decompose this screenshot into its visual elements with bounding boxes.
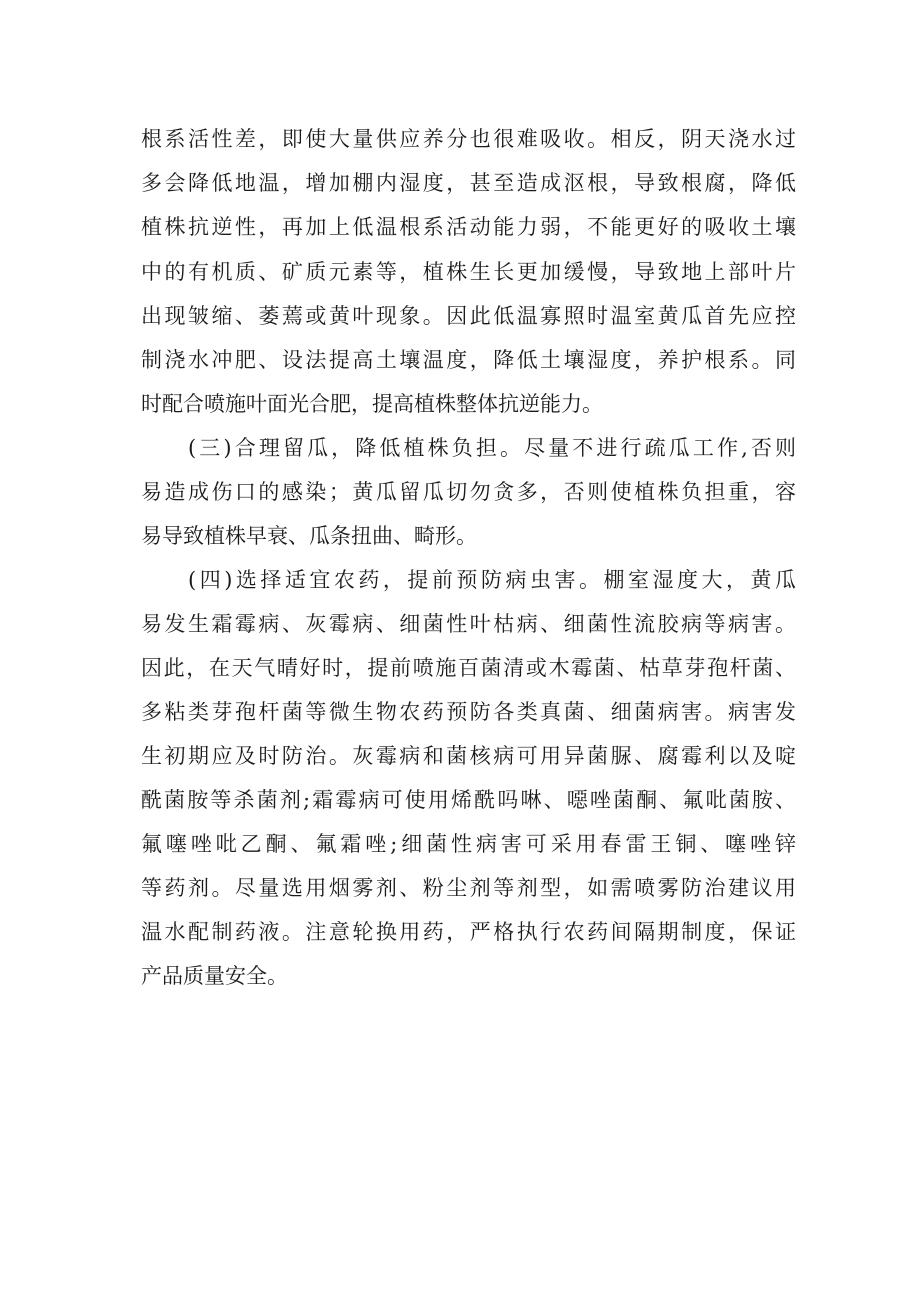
text-line: 多粘类芽孢杆菌等微生物农药预防各类真菌、细菌病害。病害发 xyxy=(141,700,796,724)
text-line: 时配合喷施叶面光合肥，提高植株整体抗逆能力。 xyxy=(141,392,603,416)
text-line: 出现皱缩、萎蔫或黄叶现象。因此低温寡照时温室黄瓜首先应控 xyxy=(141,304,796,328)
text-line: 易导致植株早衰、瓜条扭曲、畸形。 xyxy=(141,524,477,548)
text-line: 因此，在天气晴好时，提前喷施百菌清或木霉菌、枯草芽孢杆菌、 xyxy=(141,656,796,680)
text-line: 多会降低地温，增加棚内湿度，甚至造成沤根，导致根腐，降低 xyxy=(141,171,796,195)
text-line: 根系活性差，即使大量供应养分也很难吸收。相反，阴天浇水过 xyxy=(141,127,796,151)
text-line: 易造成伤口的感染；黄瓜留瓜切勿贪多，否则使植株负担重，容 xyxy=(141,480,796,504)
text-line: 制浇水冲肥、设法提高土壤温度，降低土壤湿度，养护根系。同 xyxy=(141,348,796,372)
text-line: 温水配制药液。注意轮换用药，严格执行农药间隔期制度，保证 xyxy=(141,920,796,944)
text-line: (四)选择适宜农药，提前预防病虫害。棚室湿度大，黄瓜 xyxy=(188,568,796,592)
text-line: (三)合理留瓜，降低植株负担。尽量不进行疏瓜工作,否则 xyxy=(188,436,796,460)
text-line: 等药剂。尽量选用烟雾剂、粉尘剂等剂型，如需喷雾防治建议用 xyxy=(141,876,796,900)
text-line: 氟噻唑吡乙酮、氟霜唑;细菌性病害可采用春雷王铜、噻唑锌 xyxy=(141,832,796,856)
text-line: 植株抗逆性，再加上低温根系活动能力弱，不能更好的吸收土壤 xyxy=(141,215,796,239)
text-line: 易发生霜霉病、灰霉病、细菌性叶枯病、细菌性流胶病等病害。 xyxy=(141,612,796,636)
text-line: 酰菌胺等杀菌剂;霜霉病可使用烯酰吗啉、噁唑菌酮、氟吡菌胺、 xyxy=(141,788,796,812)
text-line: 生初期应及时防治。灰霉病和菌核病可用异菌脲、腐霉利以及啶 xyxy=(141,744,796,768)
text-line: 产品质量安全。 xyxy=(141,964,288,988)
text-line: 中的有机质、矿质元素等，植株生长更加缓慢，导致地上部叶片 xyxy=(141,260,796,284)
